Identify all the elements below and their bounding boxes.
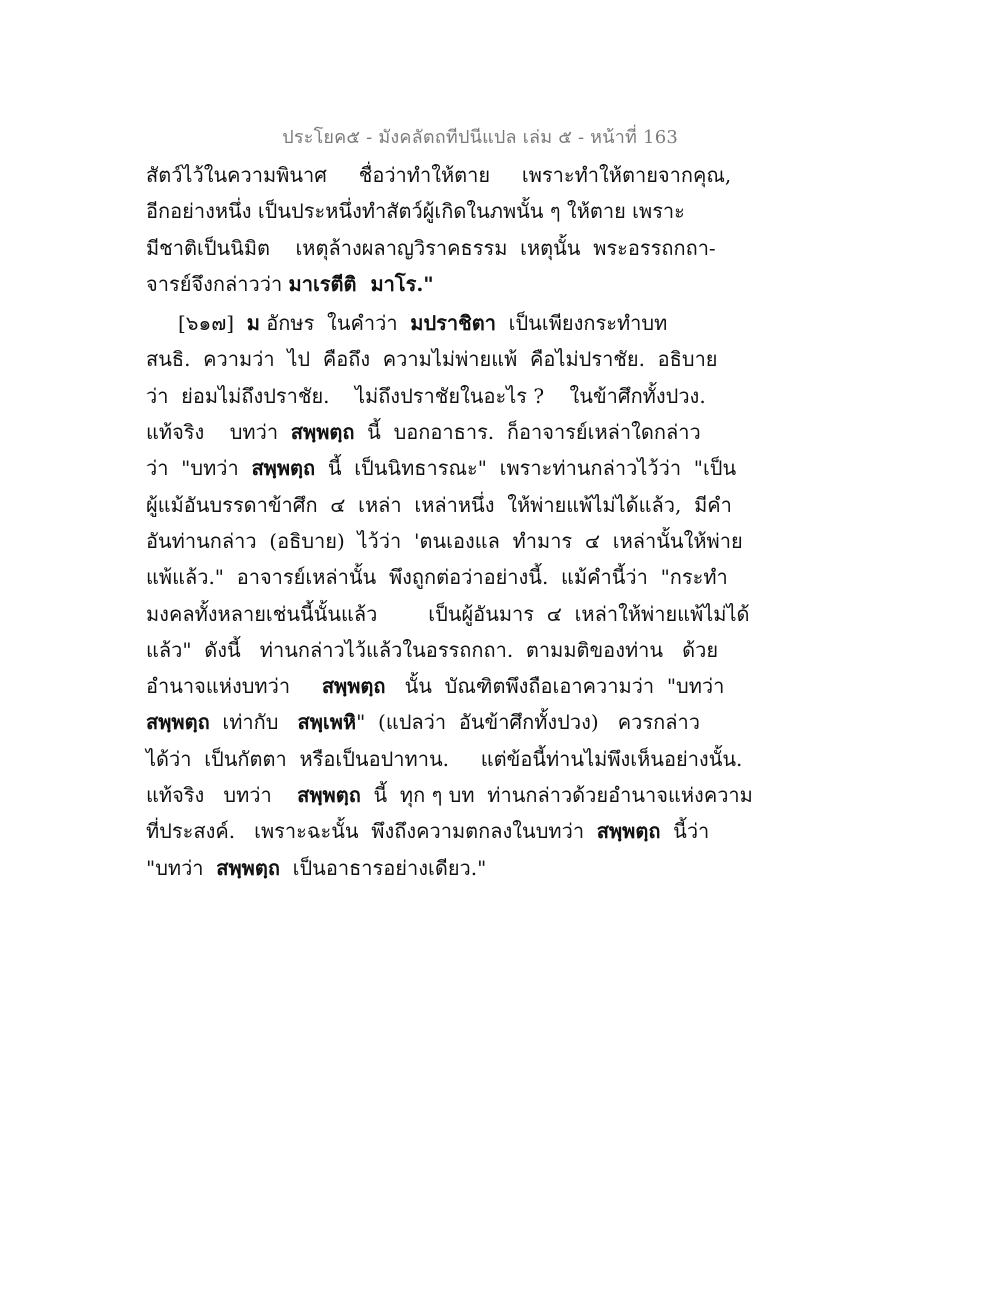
text-run: ว่า "บทว่า [146, 456, 252, 481]
bold-term: สพฺพตฺถ [146, 710, 210, 735]
bold-term: สพฺเพหิ [297, 710, 357, 735]
bold-term: สพฺพตฺถ [251, 456, 316, 481]
text-line [146, 305, 706, 341]
text-line [146, 741, 743, 777]
bold-term: สพฺพตฺถ [297, 783, 361, 808]
bold-term: มาเรตีติ มาโร." [288, 271, 434, 296]
text-line [146, 632, 719, 668]
text-run: แพ้แล้ว." อาจารย์เหล่านั้น พึงถูกต่อว่าอย่างนี้. แม้คำนี้ว่า "กระทำ [146, 565, 728, 590]
text-line [146, 341, 718, 377]
text-line [146, 850, 706, 886]
text-line [146, 193, 706, 229]
text-line [146, 378, 706, 414]
text-run: นี้ว่า [660, 819, 710, 844]
text-run: แท้จริง บทว่า [146, 783, 298, 808]
text-run: ที่ประสงค์. เพราะฉะนั้น พึงถึงความตกลงในบทว่า [146, 819, 597, 844]
text-run: อำนาจแห่งบทว่า [146, 674, 322, 699]
body-text [146, 157, 753, 886]
bold-term: สพฺพตฺถ [321, 674, 386, 699]
text-line [146, 450, 737, 486]
text-line [146, 266, 706, 302]
text-run: สนธิ. ความว่า ไป คือถึง ความไม่พ่ายแพ้ คือไม่ปราชัย. อธิบาย [146, 347, 718, 372]
text-run: เท่ากับ [209, 710, 298, 735]
text-line [146, 704, 706, 740]
paragraph [146, 305, 753, 886]
text-run: แท้จริง บทว่า [146, 420, 291, 445]
text-line [146, 157, 732, 193]
text-run: ผู้แม้อันบรรดาข้าศึก ๔ เหล่า เหล่าหนึ่ง ให้พ่ายแพ้ไม่ได้แล้ว, มีคำ [146, 492, 732, 517]
text-line [146, 559, 728, 595]
text-run: แล้ว" ดังนี้ ท่านกล่าวไว้แล้วในอรรถกถา. ตามมติของท่าน ด้วย [146, 637, 719, 662]
text-run: "บทว่า [146, 855, 217, 880]
bold-term: มปราชิตา [410, 311, 496, 336]
text-run: ว่า ย่อมไม่ถึงปราชัย. ไม่ถึงปราชัยในอะไร ? ในข้าศึกทั้งปวง. [146, 383, 706, 408]
bold-term: สพฺพตฺถ [596, 819, 661, 844]
text-line [146, 813, 710, 849]
text-run: นี้ ทุก ๆ บท ท่านกล่าวด้วยอำนาจแห่งความ [360, 783, 753, 808]
text-run: นั้น บัณฑิตพึงถือเอาความว่า "บทว่า [385, 674, 725, 699]
text-run: " (แปลว่า อันข้าศึกทั้งปวง) ควรกล่าว [356, 710, 700, 735]
text-run: อีกอย่างหนึ่ง เป็นประหนึ่งทำสัตว์ผู้เกิดในภพนั้น ๆ ให้ตาย เพราะ [146, 199, 685, 224]
bold-term: สพฺพตฺถ [216, 855, 280, 880]
bold-term: สพฺพตฺถ [290, 420, 355, 445]
text-run: นี้ เป็นนิทธารณะ" เพราะท่านกล่าวไว้ว่า "เป็น [315, 456, 737, 481]
text-run: [๖๑๗] [178, 311, 247, 336]
text-run: เป็นเพียงกระทำบท [495, 311, 668, 336]
running-header: ประโยค๕ - มังคลัตถทีปนีแปล เล่ม ๕ - หน้าที่ 163 [282, 127, 678, 148]
text-line [146, 414, 706, 450]
text-run: อักษร ในคำว่า [259, 311, 411, 336]
text-line [146, 777, 753, 813]
text-line [146, 523, 743, 559]
text-run: อันท่านกล่าว (อธิบาย) ไว้ว่า 'ตนเองแล ทำมาร ๔ เหล่านั้นให้พ่าย [146, 528, 743, 553]
text-run: สัตว์ไว้ในความพินาศ ชื่อว่าทำให้ตาย เพราะทำให้ตายจากคุณ, [146, 163, 732, 187]
paragraph [146, 157, 732, 302]
text-run: มงคลทั้งหลายเช่นนี้นั้นแล้ว เป็นผู้อันมาร ๔ เหล่าให้พ่ายแพ้ไม่ได้ [146, 601, 750, 626]
text-run: จารย์จึงกล่าวว่า [146, 271, 289, 296]
text-run: นี้ บอกอาธาร. ก็อาจารย์เหล่าใดกล่าว [354, 420, 701, 445]
text-run: เป็นอาธารอย่างเดียว." [279, 855, 487, 880]
text-line [146, 596, 750, 632]
text-line [146, 230, 716, 266]
text-run: มีชาติเป็นนิมิต เหตุล้างผลาญวิราคธรรม เหตุนั้น พระอรรถกถา- [146, 235, 716, 260]
text-line [146, 668, 725, 704]
bold-term: ม [246, 311, 260, 336]
text-run: ได้ว่า เป็นกัตตา หรือเป็นอปาทาน. แต่ข้อนี้ท่านไม่พึงเห็นอย่างนั้น. [146, 746, 743, 771]
text-line [146, 487, 732, 523]
